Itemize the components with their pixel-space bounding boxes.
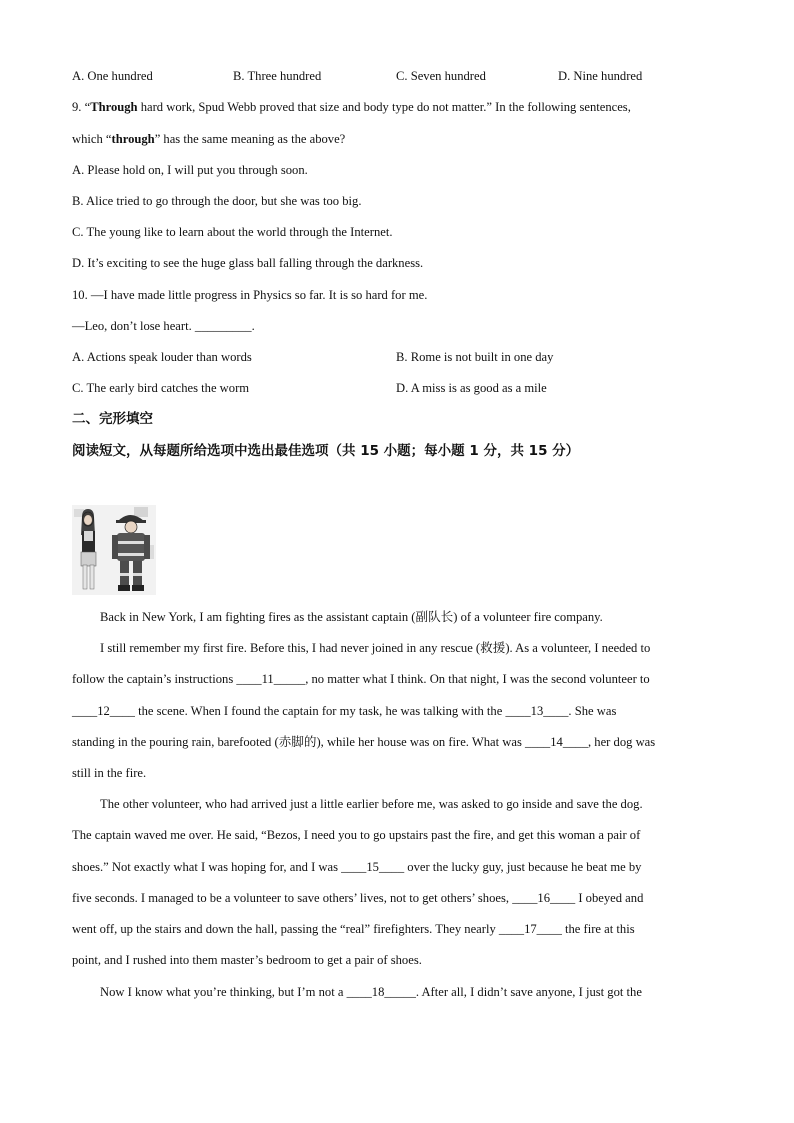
q10-line2 xyxy=(72,318,255,334)
blank-13: ____13____ xyxy=(505,704,569,718)
passage-text: standing in the pouring rain, barefooted (赤脚的), while her house was on fire. What was xyxy=(72,735,526,749)
passage-p3-line2: The captain waved me over. He said, “Bezos, I need you to go upstairs past the fire, and get this woman a pair of xyxy=(72,828,641,842)
passage-text: , no matter what I think. On that night, I was the second volunteer to xyxy=(305,672,650,686)
passage-p2-line3 xyxy=(72,703,616,719)
section-instruction: 阅读短文，从每题所给选项中选出最佳选项（共 15 小题；每小题 1 分，共 15 分） xyxy=(72,443,580,459)
q9-option-d: D. It’s exciting to see the huge glass ball falling through the darkness. xyxy=(72,256,424,270)
woman-and-firefighter-illustration xyxy=(72,505,156,595)
q9-option-b: B. Alice tried to go through the door, but she was too big. xyxy=(72,194,362,208)
q9-line2-prefix: which “ xyxy=(72,132,112,146)
q10-line2-text: —Leo, don’t lose heart. xyxy=(72,319,195,333)
passage-text: . She was xyxy=(568,704,617,718)
q9-option-a: A. Please hold on, I will put you through soon. xyxy=(72,163,308,177)
passage-text: . After all, I didn’t save anyone, I just got the xyxy=(415,985,642,999)
q9-option-c: C. The young like to learn about the world through the Internet. xyxy=(72,225,393,239)
passage-text: the scene. When I found the captain for my task, he was talking with the xyxy=(134,704,506,718)
q9-bold-word: Through xyxy=(90,100,138,114)
passage-text: the fire at this xyxy=(561,922,635,936)
passage-text: five seconds. I managed to be a volunteer to save others’ lives, not to get others’ shoes, xyxy=(72,891,513,905)
passage-p2-line4 xyxy=(72,734,655,750)
passage-p4-line1 xyxy=(100,984,642,1000)
q9-prefix: 9. “ xyxy=(72,100,91,114)
passage-p1: Back in New York, I am fighting fires as the assistant captain (副队长) of a volunteer fire company. xyxy=(100,610,603,624)
q10-line1: 10. —I have made little progress in Physics so far. It is so hard for me. xyxy=(72,288,428,302)
section-title: 二、完形填空 xyxy=(72,411,153,427)
passage-text: Now I know what you’re thinking, but I’m not a xyxy=(100,985,347,999)
q8-option-b: B. Three hundred xyxy=(233,69,322,83)
passage-text: went off, up the stairs and down the hall, passing the “real” firefighters. They nearly xyxy=(72,922,499,936)
q10-option-b: B. Rome is not built in one day xyxy=(396,350,554,364)
q10-option-d: D. A miss is as good as a mile xyxy=(396,381,547,395)
q9-line2-rest: ” has the same meaning as the above? xyxy=(154,132,346,146)
passage-p3-line5 xyxy=(72,921,635,937)
passage-p2-line1: I still remember my first fire. Before this, I had never joined in any rescue (救援). As a volunteer, I needed to xyxy=(100,641,651,655)
blank-15: ____15____ xyxy=(341,860,405,874)
blank-14: ____14____ xyxy=(525,735,588,749)
q9-rest: hard work, Spud Webb proved that size and body type do not matter.” In the following sentences, xyxy=(137,100,631,114)
q8-option-d: D. Nine hundred xyxy=(558,69,643,83)
passage-p3-line1: The other volunteer, who had arrived just a little earlier before me, was asked to go inside and save the dog. xyxy=(100,797,643,811)
passage-text: I obeyed and xyxy=(575,891,644,905)
blank-12: ____12____ xyxy=(72,704,135,718)
q9-stem-line2 xyxy=(72,131,345,147)
passage-text: over the lucky guy, just because he beat me by xyxy=(404,860,642,874)
passage-text: shoes.” Not exactly what I was hoping for, and I was xyxy=(72,860,342,874)
q9-stem-line1 xyxy=(72,99,631,115)
passage-text: follow the captain’s instructions xyxy=(72,672,237,686)
q10-option-a: A. Actions speak louder than words xyxy=(72,350,252,364)
blank-17: ____17____ xyxy=(498,922,562,936)
passage-text: , her dog was xyxy=(588,735,656,749)
passage-p2-line5: still in the fire. xyxy=(72,766,147,780)
blank-16: ____16____ xyxy=(512,891,576,905)
passage-p3-line4 xyxy=(72,890,643,906)
q9-line2-bold: through xyxy=(111,132,155,146)
blank-11: ____11_____ xyxy=(236,672,306,686)
blank-18: ____18_____ xyxy=(346,985,416,999)
q10-line2-end: . xyxy=(251,319,255,333)
q10-option-c: C. The early bird catches the worm xyxy=(72,381,250,395)
passage-p2-line2 xyxy=(72,671,650,687)
passage-p3-line3 xyxy=(72,859,641,875)
q8-option-c: C. Seven hundred xyxy=(396,69,486,83)
q10-blank: _________ xyxy=(194,319,252,333)
q8-option-a: A. One hundred xyxy=(72,69,153,83)
passage-p3-line6: point, and I rushed into them master’s bedroom to get a pair of shoes. xyxy=(72,953,422,967)
